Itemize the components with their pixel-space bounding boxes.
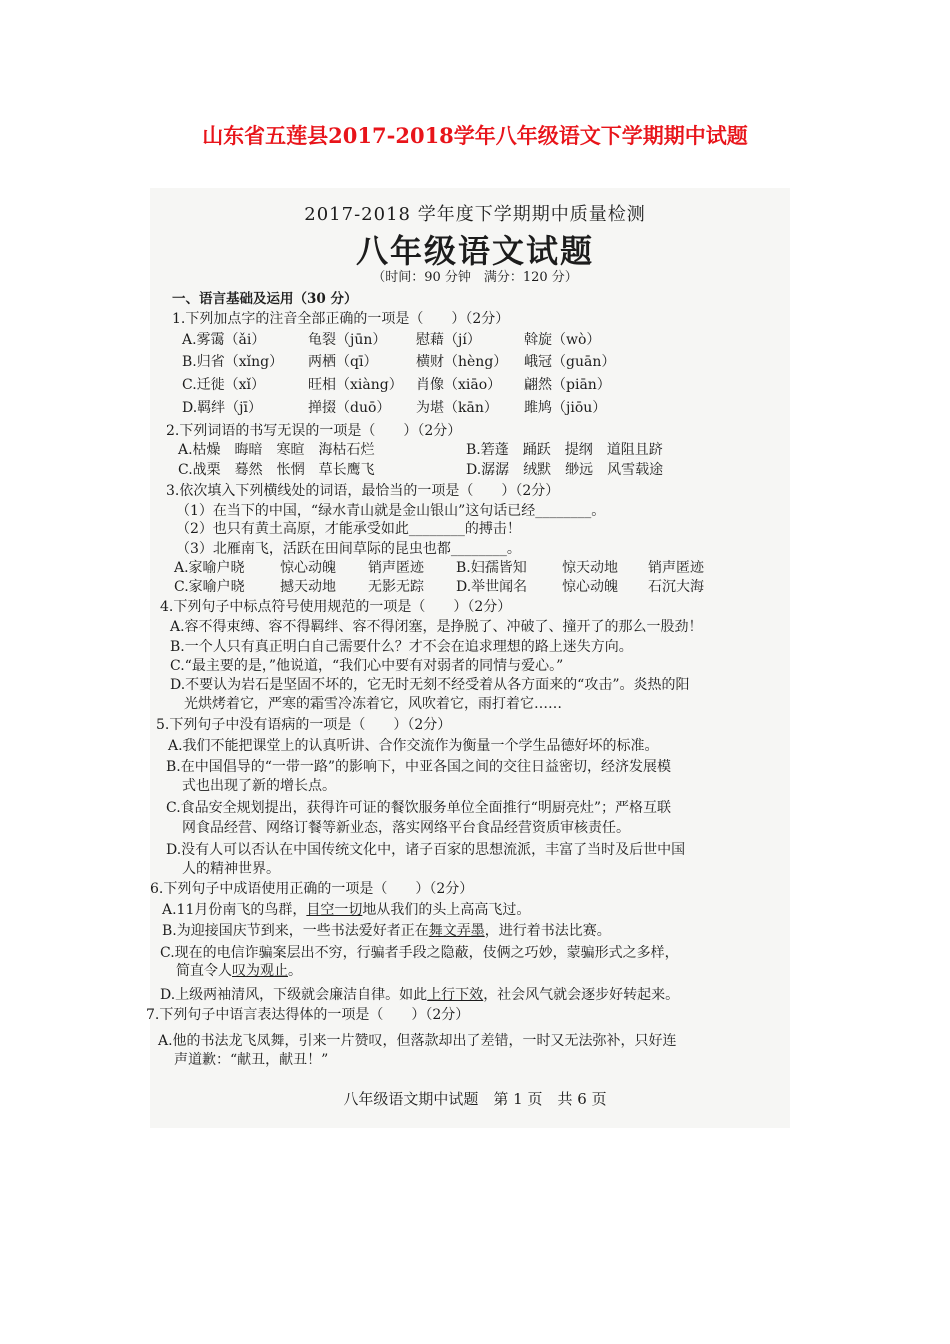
q5-option-b-line2: 式也出现了新的增长点。	[182, 778, 336, 794]
q4-option-d-line1: D.不要认为岩石是坚固不坏的，它无时无刻不经受着从各方面来的“攻击”。炎热的阳	[170, 677, 690, 693]
q6-a-text: A.11月份南飞的鸟群，	[162, 902, 307, 918]
q2-option-c: C.战栗 蓦然 怅惘 草长鹰飞	[178, 462, 375, 478]
q6-d-text: D.上级两袖清风，下级就会廉洁自律。如此	[160, 987, 428, 1003]
q6-a-idiom: 目空一切	[306, 902, 363, 918]
exam-title: 八年级语文试题	[355, 232, 594, 270]
q3-option-d-3: 石沉大海	[648, 579, 704, 595]
q6-c-text-end: 。	[288, 963, 302, 979]
q1-option-c-3: 肖像（xiāo）	[416, 377, 502, 393]
q1-option-a-2: 龟裂（jūn）	[308, 332, 387, 348]
q1-option-a-1: A.雾霭（ǎi）	[182, 332, 266, 348]
q3-option-a-2: 惊心动魄	[280, 560, 336, 576]
q3-sentence-3: （3）北雁南飞，活跃在田间草际的昆虫也都________。	[176, 541, 521, 557]
q3-option-c-1: C.家喻户晓	[174, 579, 245, 595]
q6-c-idiom: 叹为观止	[232, 963, 288, 979]
q4-option-c: C.“最主要的是，”他说道，“我们心中要有对弱者的同情与爱心。”	[170, 658, 564, 674]
q2-option-d: D.潺潺 绒默 缈远 风雪载途	[466, 462, 664, 478]
question-5-stem: 5.下列句子中没有语病的一项是（ ）（2分）	[156, 717, 452, 733]
q6-a-text-end: 地从我们的头上高高飞过。	[362, 902, 531, 918]
q7-option-a-line1: A.他的书法龙飞凤舞，引来一片赞叹，但落款却出了差错，一时又无法弥补，只好连	[158, 1033, 677, 1049]
q4-option-a: A.容不得束缚、容不得羁绊、容不得闭塞，是挣脱了、冲破了、撞开了的那么一股劲！	[170, 619, 703, 635]
q5-option-c-line1: C.食品安全规划提出，获得许可证的餐饮服务单位全面推行“明厨亮灶”；严格互联	[166, 800, 671, 816]
q4-option-d-line2: 光烘烤着它，严寒的霜雪冷冻着它，风吹着它，雨打着它……	[184, 696, 562, 712]
q6-option-a	[162, 901, 530, 919]
q6-option-c-line2	[176, 962, 302, 980]
q6-option-c-line1: C.现在的电信诈骗案层出不穷，行骗者手段之隐蔽，伎俩之巧妙，蒙骗形式之多样，	[160, 945, 679, 961]
q1-option-b-4: 峨冠（guān）	[524, 354, 616, 370]
section-heading: 一、语言基础及运用（30 分）	[172, 291, 358, 307]
q5-option-c-line2: 网食品经营、网络订餐等新业态，落实网络平台食品经营资质审核责任。	[182, 820, 630, 836]
q3-option-d-2: 惊心动魄	[562, 579, 618, 595]
q3-option-c-2: 撼天动地	[280, 579, 336, 595]
q5-option-d-line2: 人的精神世界。	[182, 861, 280, 877]
exam-subtitle: 2017-2018 学年度下学期期中质量检测	[304, 204, 646, 225]
q3-sentence-1: （1）在当下的中国，“绿水青山就是金山银山”这句话已经________。	[176, 503, 606, 519]
q6-option-d	[160, 986, 679, 1004]
question-4-stem: 4.下列句子中标点符号使用规范的一项是（ ）（2分）	[160, 599, 512, 615]
q1-option-b-2: 两栖（qī）	[308, 354, 378, 370]
page-footer: 八年级语文期中试题 第 1 页 共 6 页	[343, 1090, 607, 1108]
q1-option-d-3: 为堪（kān）	[416, 400, 498, 416]
q6-d-idiom: 上行下效	[427, 987, 484, 1003]
q3-option-b-2: 惊天动地	[562, 560, 618, 576]
q2-option-b: B.箬蓬 踊跃 提纲 道阻且跻	[466, 442, 663, 458]
question-6-stem: 6.下列句子中成语使用正确的一项是（ ）（2分）	[150, 881, 474, 897]
q1-option-d-2: 掸掇（duō）	[308, 400, 391, 416]
question-7-stem: 7.下列句子中语言表达得体的一项是（ ）（2分）	[146, 1007, 470, 1023]
q1-option-a-4: 斡旋（wò）	[524, 332, 601, 348]
q2-option-a: A.枯燥 晦暗 寒暄 海枯石烂	[178, 442, 375, 458]
q1-option-a-3: 慰藉（jí）	[416, 332, 481, 348]
q1-option-b-3: 横财（hèng）	[416, 354, 508, 370]
question-1-stem: 1.下列加点字的注音全部正确的一项是（ ）（2分）	[172, 311, 510, 327]
q1-option-c-1: C.迁徙（xǐ）	[182, 377, 266, 393]
document-banner-title: 山东省五莲县2017-2018学年八年级语文下学期期中试题	[202, 123, 748, 148]
q1-option-c-4: 翩然（piān）	[524, 377, 611, 393]
q6-option-b	[162, 922, 611, 940]
q3-option-a-1: A.家喻户晓	[174, 560, 245, 576]
question-2-stem: 2.下列词语的书写无误的一项是（ ）（2分）	[166, 423, 462, 439]
q6-c-text: 简直令人	[176, 963, 232, 979]
q1-option-d-4: 雎鸠（jiōu）	[524, 400, 607, 416]
q6-b-text: B.为迎接国庆节到来，一些书法爱好者正在	[162, 923, 429, 939]
q5-option-d-line1: D.没有人可以否认在中国传统文化中，诸子百家的思想流派，丰富了当时及后世中国	[166, 842, 686, 858]
q6-b-text-end: ，进行着书法比赛。	[484, 923, 611, 939]
exam-time-info: （时间：90 分钟 满分：120 分）	[372, 270, 578, 285]
q1-option-c-2: 旺相（xiàng）	[308, 377, 403, 393]
q3-sentence-2: （2）也只有黄土高原，才能承受如此________的搏击！	[176, 521, 521, 537]
q6-b-idiom: 舞文弄墨	[428, 923, 485, 939]
q3-option-b-1: B.妇孺皆知	[456, 560, 527, 576]
q3-option-c-3: 无影无踪	[368, 579, 424, 595]
q7-option-a-line2: 声道歉：“献丑，献丑！”	[174, 1052, 329, 1068]
q5-option-a: A.我们不能把课堂上的认真听讲、合作交流作为衡量一个学生品德好坏的标准。	[168, 738, 659, 754]
question-3-stem: 3.依次填入下列横线处的词语，最恰当的一项是（ ）（2分）	[166, 483, 560, 499]
q3-option-d-1: D.举世闻名	[456, 579, 528, 595]
q3-option-a-3: 销声匿迹	[368, 560, 424, 576]
q4-option-b: B.一个人只有真正明白自己需要什么？才不会在追求理想的路上迷失方向。	[170, 639, 633, 655]
q6-d-text-end: ，社会风气就会逐步好转起来。	[483, 987, 680, 1003]
q5-option-b-line1: B.在中国倡导的“一带一路”的影响下，中亚各国之间的交往日益密切，经济发展模	[166, 759, 672, 775]
q1-option-b-1: B.归省（xǐng）	[182, 354, 284, 370]
q1-option-d-1: D.羁绊（jī）	[182, 400, 262, 416]
q3-option-b-3: 销声匿迹	[648, 560, 704, 576]
